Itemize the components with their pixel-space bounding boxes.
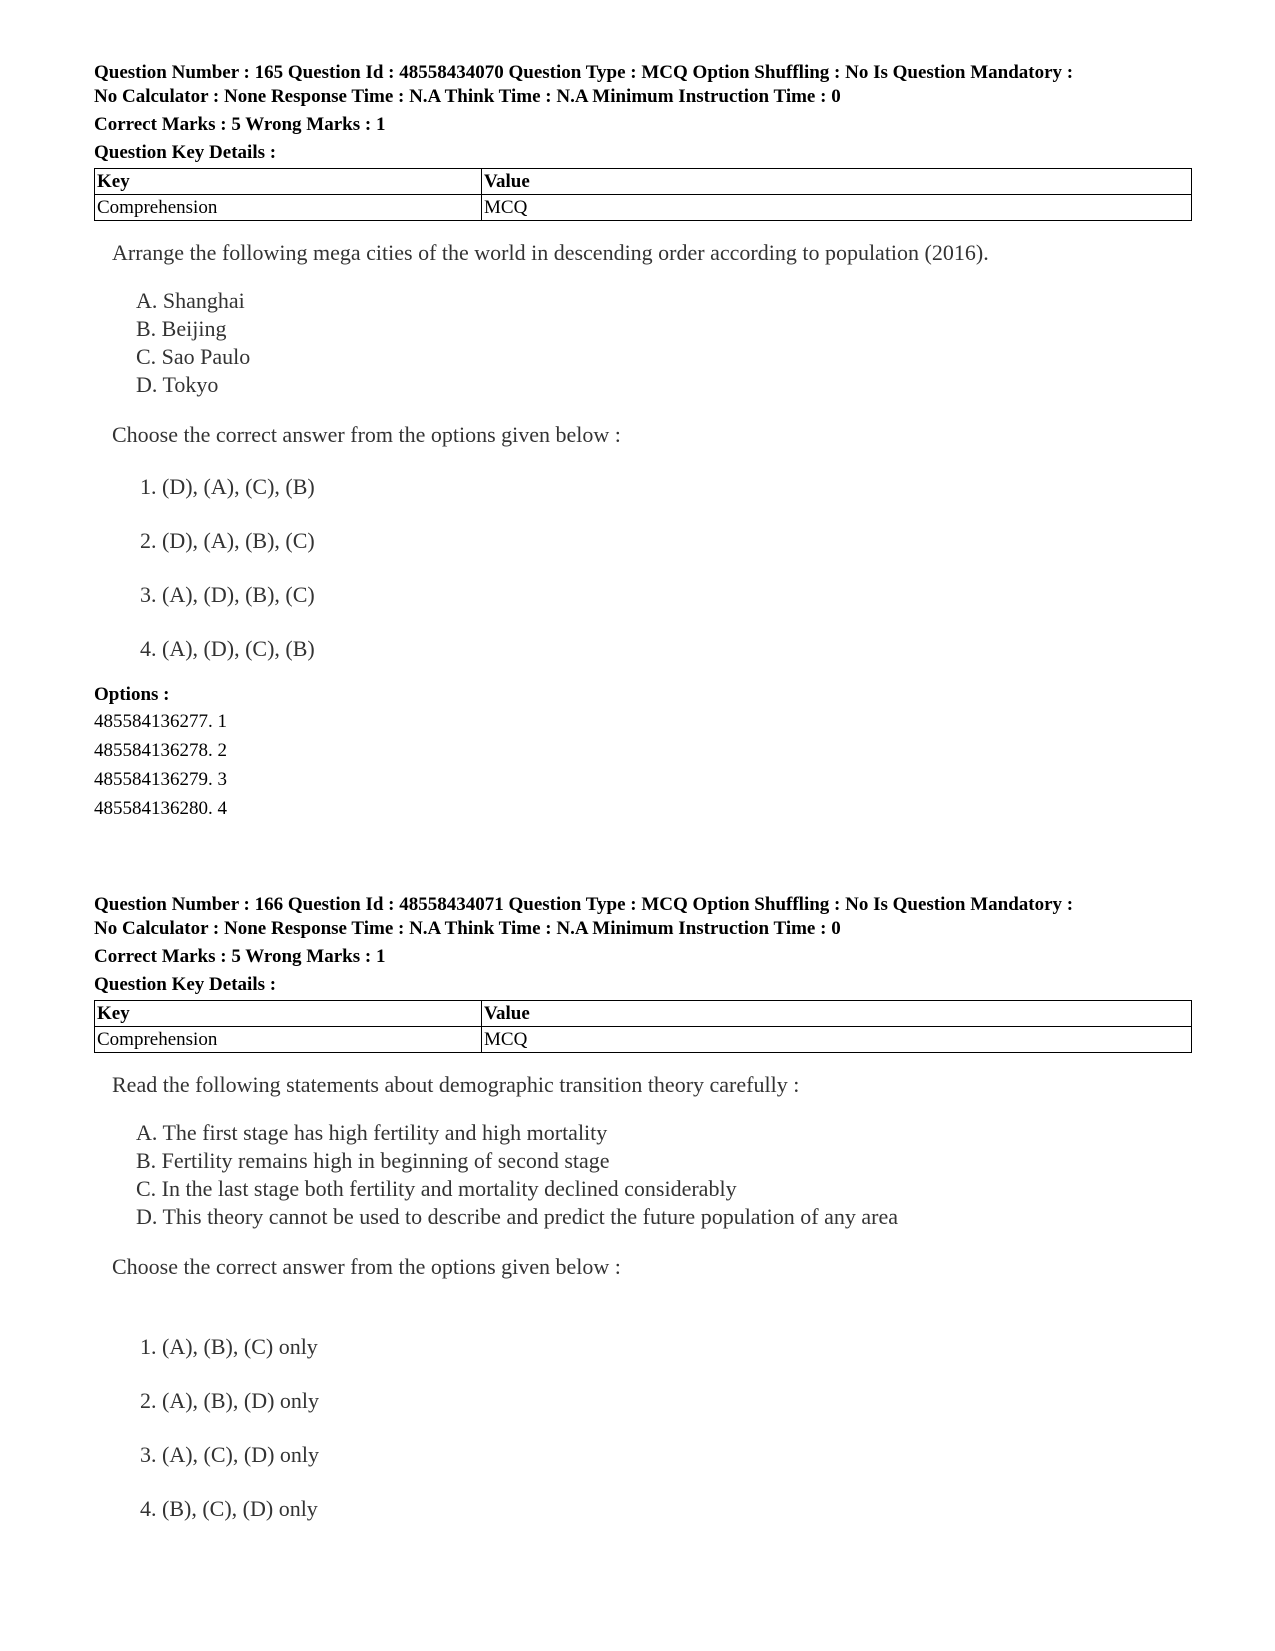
answer-choice: 1. (A), (B), (C) only bbox=[140, 1334, 318, 1359]
key-details-table bbox=[94, 168, 1192, 221]
answer-choice: 3. (A), (C), (D) only bbox=[140, 1442, 320, 1467]
statement-list bbox=[136, 287, 1194, 399]
statement-list bbox=[136, 1119, 1194, 1231]
question-stem: Arrange the following mega cities of the world in descending order according to population (2016). bbox=[112, 240, 989, 265]
answer-choice: 2. (D), (A), (B), (C) bbox=[140, 528, 315, 553]
table-row bbox=[95, 195, 1192, 221]
option-item: 485584136279. 3 bbox=[94, 769, 227, 790]
answer-choice: 2. (A), (B), (D) only bbox=[140, 1388, 320, 1413]
marks-line: Correct Marks : 5 Wrong Marks : 1 bbox=[94, 946, 386, 967]
key-details-label: Question Key Details : bbox=[94, 974, 277, 995]
table-header-row bbox=[95, 1001, 1192, 1027]
table-header-cell: Value bbox=[482, 1001, 1192, 1027]
answer-choice: 3. (A), (D), (B), (C) bbox=[140, 582, 315, 607]
table-cell: MCQ bbox=[482, 195, 1192, 221]
list-item: A. Shanghai bbox=[136, 288, 245, 313]
question-meta-line: No Calculator : None Response Time : N.A Think Time : N.A Minimum Instruction Time : 0 bbox=[94, 918, 841, 939]
key-details-label: Question Key Details : bbox=[94, 142, 277, 163]
table-header-row bbox=[95, 169, 1192, 195]
question-meta-line: Question Number : 165 Question Id : 48558434070 Question Type : MCQ Option Shuffling : No Is Question Mandatory : bbox=[94, 62, 1074, 83]
choose-instruction: Choose the correct answer from the options given below : bbox=[112, 1254, 621, 1279]
key-details-table bbox=[94, 1000, 1192, 1053]
table-cell: Comprehension bbox=[95, 195, 482, 221]
table-header-cell: Key bbox=[95, 169, 482, 195]
answer-choice: 4. (B), (C), (D) only bbox=[140, 1496, 318, 1521]
answer-choice: 1. (D), (A), (C), (B) bbox=[140, 474, 315, 499]
answer-list bbox=[140, 1333, 1194, 1523]
table-header-cell: Value bbox=[482, 169, 1192, 195]
question-meta-line: Question Number : 166 Question Id : 48558434071 Question Type : MCQ Option Shuffling : No Is Question Mandatory : bbox=[94, 894, 1074, 915]
list-item: C. Sao Paulo bbox=[136, 344, 251, 369]
option-item: 485584136280. 4 bbox=[94, 798, 227, 819]
question-block-166 bbox=[94, 893, 1194, 1523]
answer-choice: 4. (A), (D), (C), (B) bbox=[140, 636, 315, 661]
choose-instruction: Choose the correct answer from the options given below : bbox=[112, 422, 621, 447]
question-body bbox=[94, 1071, 1194, 1523]
list-item: C. In the last stage both fertility and mortality declined considerably bbox=[136, 1176, 737, 1201]
list-item: A. The first stage has high fertility and high mortality bbox=[136, 1120, 608, 1145]
list-item: D. Tokyo bbox=[136, 372, 219, 397]
list-item: D. This theory cannot be used to describe and predict the future population of any area bbox=[136, 1204, 899, 1229]
answer-list bbox=[140, 473, 1194, 663]
question-block-165 bbox=[94, 61, 1194, 823]
options-list bbox=[94, 707, 1194, 823]
question-stem: Read the following statements about demographic transition theory carefully : bbox=[112, 1072, 800, 1097]
table-row bbox=[95, 1027, 1192, 1053]
options-label: Options : bbox=[94, 684, 170, 705]
marks-line: Correct Marks : 5 Wrong Marks : 1 bbox=[94, 114, 386, 135]
list-item: B. Fertility remains high in beginning of second stage bbox=[136, 1148, 610, 1173]
question-body bbox=[94, 239, 1194, 663]
list-item: B. Beijing bbox=[136, 316, 227, 341]
table-cell: Comprehension bbox=[95, 1027, 482, 1053]
option-item: 485584136278. 2 bbox=[94, 740, 227, 761]
option-item: 485584136277. 1 bbox=[94, 711, 227, 732]
question-meta-line: No Calculator : None Response Time : N.A Think Time : N.A Minimum Instruction Time : 0 bbox=[94, 86, 841, 107]
table-cell: MCQ bbox=[482, 1027, 1192, 1053]
table-header-cell: Key bbox=[95, 1001, 482, 1027]
